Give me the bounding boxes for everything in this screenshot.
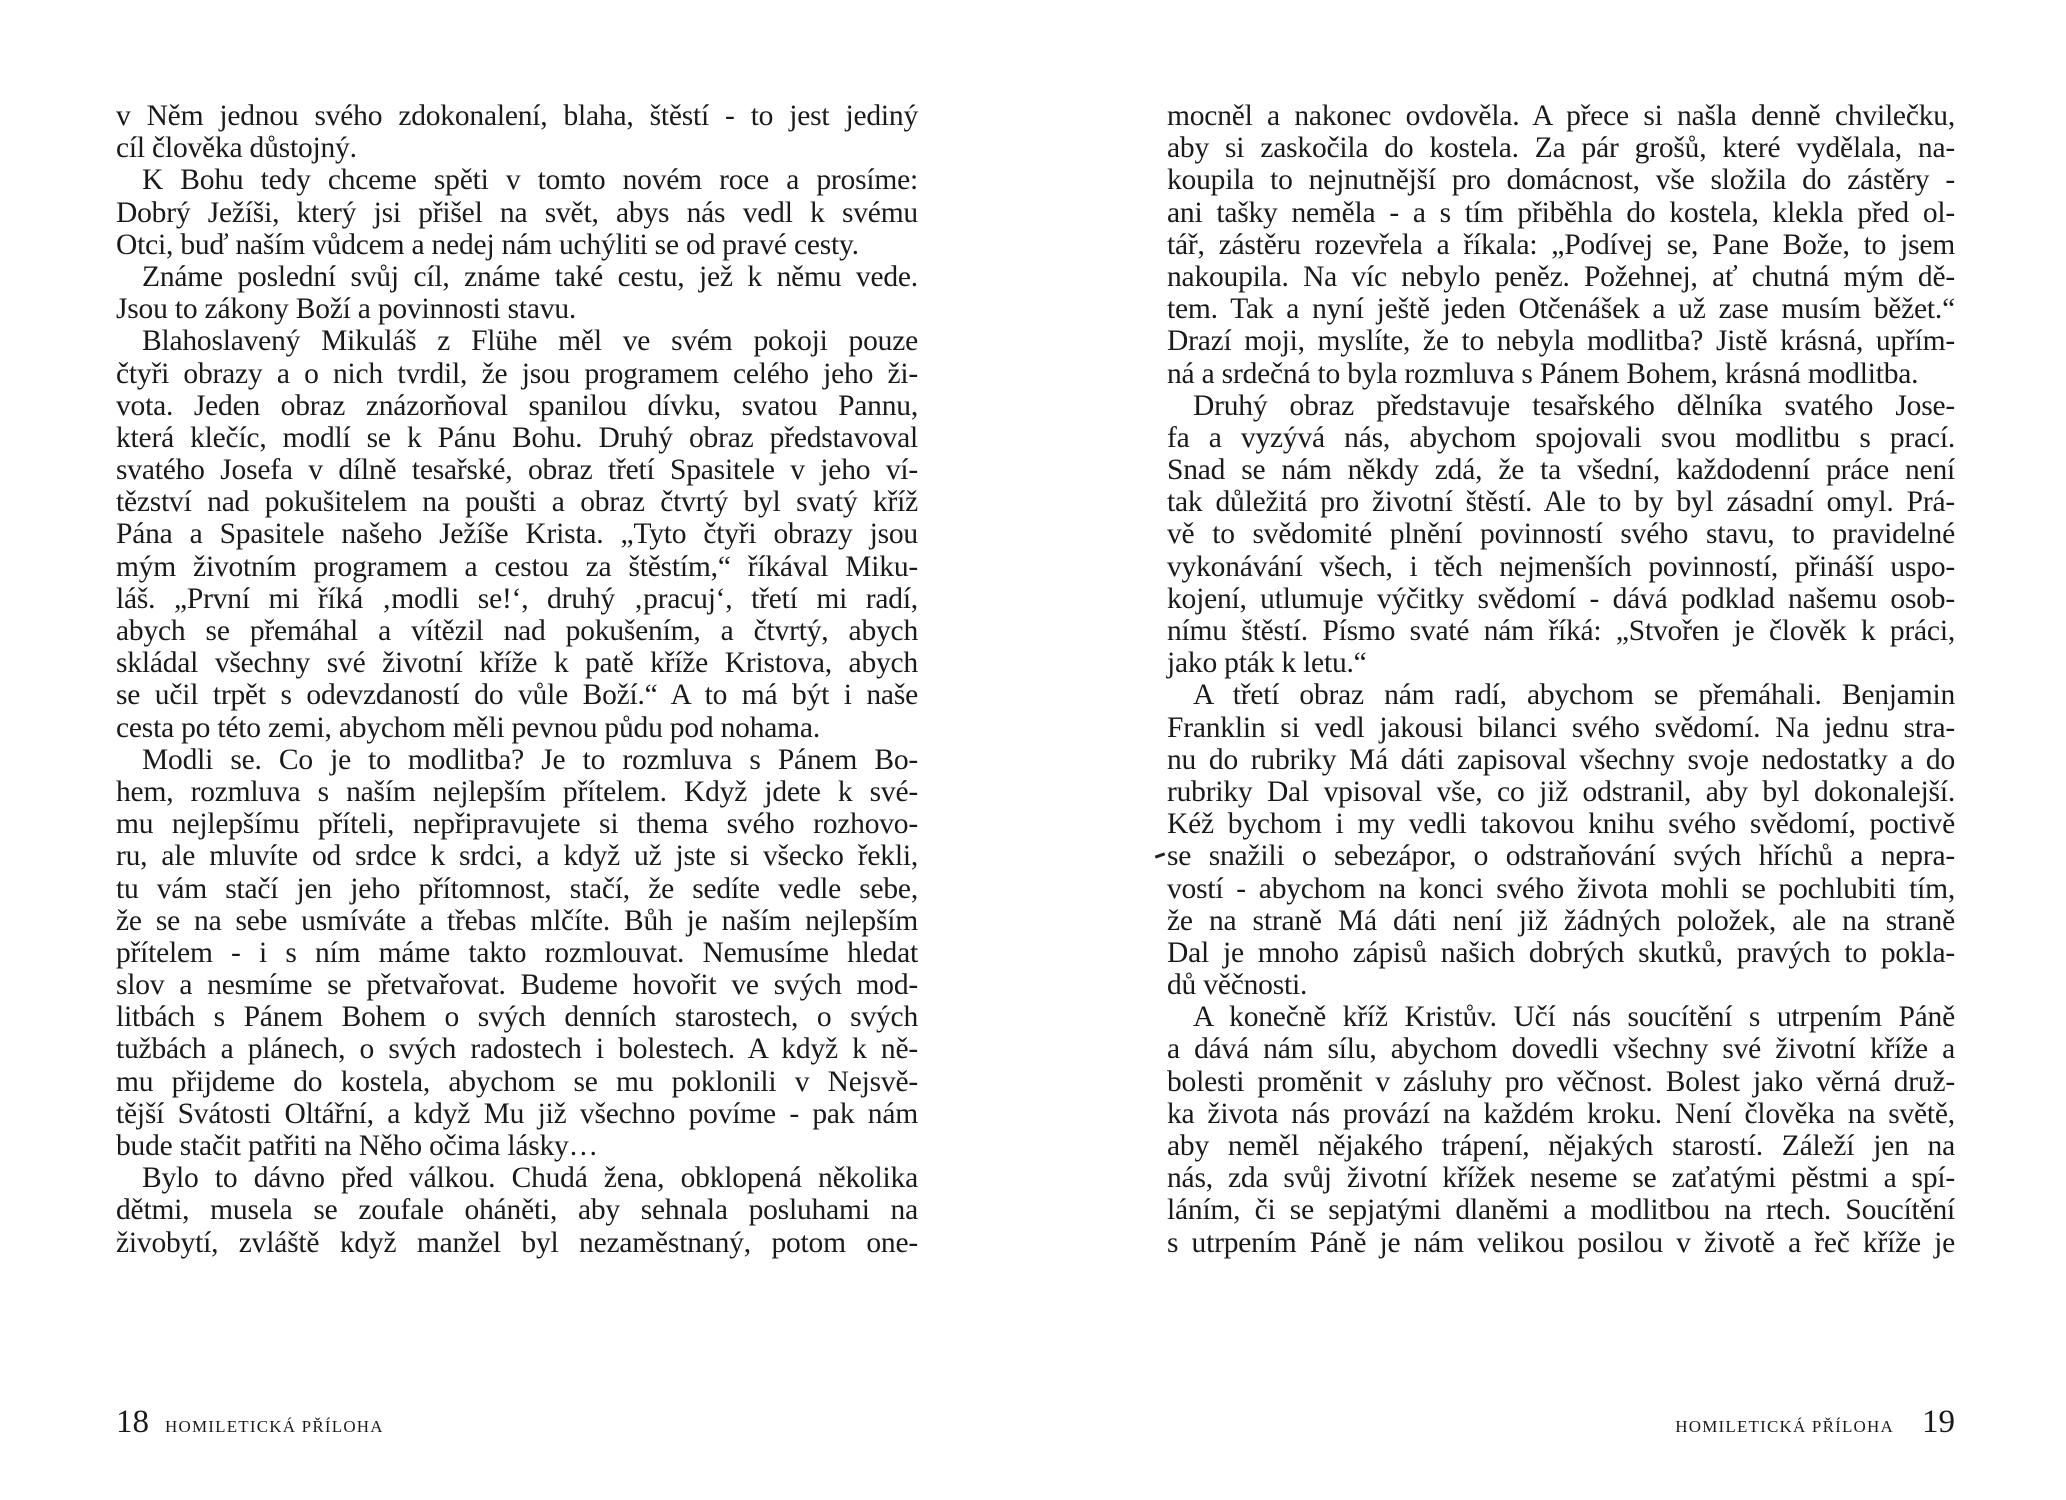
text-line: Franklin si vedl jakousi bilanci svého svědomí. Na jednu stra- <box>1167 711 1955 744</box>
text-line-wrapper <box>116 486 918 518</box>
text-line-wrapper <box>1167 873 1955 905</box>
text-line: ani tašky neměla - a s tím přiběhla do kostela, klekla před ol- <box>1167 196 1955 229</box>
text-line-wrapper <box>116 1066 918 1098</box>
text-line-wrapper <box>1167 1227 1955 1259</box>
text-line: kojení, utlumuje výčitky svědomí - dává podklad našemu osob- <box>1167 582 1955 615</box>
text-line-wrapper <box>1167 325 1955 357</box>
text-line: vykonávání všech, i těch nejmenších povinností, přináší uspo- <box>1167 550 1955 583</box>
text-line-wrapper <box>116 197 918 229</box>
text-line-wrapper <box>1167 1162 1955 1194</box>
right-page-footer <box>1675 1404 1955 1444</box>
text-line: hem, rozmluva s naším nejlepším přítelem. Když jdete k své- <box>116 775 918 808</box>
text-line-wrapper <box>1167 1001 1955 1033</box>
text-line-wrapper <box>1167 840 1955 872</box>
text-line-wrapper <box>116 422 918 454</box>
text-line-wrapper <box>116 390 918 422</box>
paragraph-first-line: Druhý obraz představuje tesařského dělníka svatého Jose- <box>1193 389 1955 422</box>
text-line-wrapper <box>116 679 918 711</box>
text-line: tem. Tak a nyní ještě jeden Otčenášek a už zase musím běžet.“ <box>1167 293 1955 326</box>
text-line-wrapper <box>116 808 918 840</box>
paragraph-first-line: Blahoslavený Mikuláš z Flühe měl ve svém pokoji pouze <box>142 325 918 358</box>
text-line-wrapper <box>116 1162 918 1194</box>
text-line: s utrpením Páně je nám velikou posilou v životě a řeč kříže je <box>1167 1226 1955 1259</box>
text-line-wrapper <box>116 937 918 969</box>
text-line-wrapper <box>1167 1098 1955 1130</box>
text-line: nu do rubriky Má dáti zapisoval všechny svoje nedostatky a do <box>1167 743 1955 776</box>
text-line: svatého Josefa v dílně tesařské, obraz třetí Spasitele v jeho ví- <box>116 454 918 487</box>
text-line-wrapper <box>1167 1194 1955 1226</box>
page-number: 19 <box>1922 1404 1955 1440</box>
text-line: tužbách a plánech, o svých radostech i bolestech. A když k ně- <box>116 1033 918 1066</box>
text-line: nakoupila. Na víc nebylo peněz. Požehnej, ať chutná mým dě- <box>1167 260 1955 293</box>
paragraph-first-line: K Bohu tedy chceme spěti v tomto novém roce a prosíme: <box>142 164 918 197</box>
text-line: dětmi, musela se zoufale oháněti, aby sehnala posluhami na <box>116 1194 918 1227</box>
text-line-wrapper <box>1167 100 1955 132</box>
text-line-wrapper <box>1167 679 1955 711</box>
text-line-wrapper <box>116 615 918 647</box>
page-number: 18 <box>116 1404 149 1440</box>
text-line: cíl člověka důstojný. <box>116 132 357 165</box>
text-line: přítelem - i s ním máme takto rozmlouvat. Nemusíme hledat <box>116 936 918 969</box>
text-line-wrapper <box>116 712 918 744</box>
text-line-wrapper <box>1167 454 1955 486</box>
text-line-wrapper <box>116 325 918 357</box>
text-line: a dává nám sílu, abychom dovedli všechny své životní kříže a <box>1167 1033 1955 1066</box>
text-line: tak důležitá pro životní štěstí. Ale to by byl zásadní omyl. Prá- <box>1167 486 1955 519</box>
text-line-wrapper <box>116 261 918 293</box>
paragraph-first-line: A konečně kříž Kristův. Učí nás soucítění s utrpením Páně <box>1193 1001 1955 1034</box>
text-line: čtyři obrazy a o nich tvrdil, že jsou programem celého jeho ži- <box>116 357 918 390</box>
text-line-wrapper <box>1167 937 1955 969</box>
scan-artifact-mark <box>1155 853 1165 859</box>
text-line: láš. „První mi říká ‚modli se!‘, druhý ‚pracuj‘, třetí mi radí, <box>116 582 918 615</box>
text-line: koupila to nejnutnější pro domácnost, vše složila do zástěry - <box>1167 164 1955 197</box>
text-line: Pána a Spasitele našeho Ježíše Krista. „Tyto čtyři obrazy jsou <box>116 518 918 551</box>
text-line: ná a srdečná to byla rozmluva s Pánem Bohem, krásná modlitba. <box>1167 357 1919 390</box>
text-line: Dal je mnoho zápisů našich dobrých skutků, pravých to pokla- <box>1167 936 1955 969</box>
running-head: HOMILETICKÁ PŘÍLOHA <box>1675 1417 1894 1436</box>
text-line: Otci, buď naším vůdcem a nedej nám uchýliti se od pravé cesty. <box>116 228 859 261</box>
text-line: živobytí, zvláště když manžel byl nezaměstnaný, potom one- <box>116 1226 918 1259</box>
text-line: ru, ale mluvíte od srdce k srdci, a když už jste si všecko řekli, <box>116 840 918 873</box>
text-line-wrapper <box>116 100 918 132</box>
text-line-wrapper <box>1167 293 1955 325</box>
text-line: aby si zaskočila do kostela. Za pár grošů, které vydělala, na- <box>1167 132 1955 165</box>
running-head: HOMILETICKÁ PŘÍLOHA <box>165 1417 384 1436</box>
text-line-wrapper <box>1167 1066 1955 1098</box>
text-line-wrapper <box>1167 647 1955 679</box>
text-line: skládal všechny své životní kříže k patě kříže Kristova, abych <box>116 647 918 680</box>
text-line: tář, zástěru rozevřela a říkala: „Podívej se, Pane Bože, to jsem <box>1167 228 1955 261</box>
text-line-wrapper <box>116 1130 918 1162</box>
text-line-wrapper <box>1167 229 1955 261</box>
text-line: tu vám stačí jen jeho přítomnost, stačí, že sedíte vedle sebe, <box>116 872 918 905</box>
text-line: cesta po této zemi, abychom měli pevnou půdu pod nohama. <box>116 711 820 744</box>
text-line-wrapper <box>116 518 918 550</box>
text-line-wrapper <box>116 1001 918 1033</box>
text-line: bolesti proměnit v zásluhy pro věčnost. Bolest jako věrná druž- <box>1167 1065 1955 1098</box>
text-line-wrapper <box>116 1194 918 1226</box>
paragraph-first-line: Bylo to dávno před válkou. Chudá žena, obklopená několika <box>142 1162 918 1195</box>
text-line: mu nejlepšímu příteli, nepřipravujete si thema svého rozhovo- <box>116 808 918 841</box>
text-line: vostí - abychom na konci svého života mohli se pochlubiti tím, <box>1167 872 1955 905</box>
text-line-wrapper <box>116 358 918 390</box>
text-line-wrapper <box>116 873 918 905</box>
text-line-wrapper <box>1167 583 1955 615</box>
text-line-wrapper <box>1167 905 1955 937</box>
paragraph-first-line: Známe poslední svůj cíl, známe také cestu, jež k němu vede. <box>142 260 918 293</box>
text-line-wrapper <box>116 905 918 937</box>
text-line: abych se přemáhal a vítězil nad pokušením, a čtvrtý, abych <box>116 615 918 647</box>
text-line-wrapper <box>116 969 918 1001</box>
text-line-wrapper <box>116 454 918 486</box>
text-line: tější Svátosti Oltářní, a když Mu již všechno povíme - pak nám <box>116 1097 918 1130</box>
text-line: aby neměl nějakého trápení, nějakých starostí. Záleží jen na <box>1167 1130 1955 1162</box>
text-line-wrapper <box>116 647 918 679</box>
right-page-body-text <box>1167 100 1955 1259</box>
text-line-wrapper <box>1167 1033 1955 1065</box>
text-line-wrapper <box>1167 551 1955 583</box>
text-line: nímu štěstí. Písmo svaté nám říká: „Stvořen je člověk k práci, <box>1167 615 1955 647</box>
text-line-wrapper <box>1167 486 1955 518</box>
text-line: vota. Jeden obraz znázorňoval spanilou dívku, svatou Pannu, <box>116 389 918 422</box>
text-line-wrapper <box>1167 390 1955 422</box>
text-line-wrapper <box>116 840 918 872</box>
text-line-wrapper <box>1167 164 1955 196</box>
text-line-wrapper <box>1167 132 1955 164</box>
text-line-wrapper <box>1167 744 1955 776</box>
text-line-wrapper <box>116 1227 918 1259</box>
left-page-footer <box>116 1404 384 1444</box>
text-line: nás, zda svůj životní křížek neseme se zaťatými pěstmi a spí- <box>1167 1162 1955 1195</box>
text-line: že se na sebe usmíváte a třebas mlčíte. Bůh je naším nejlepším <box>116 904 918 937</box>
text-line-wrapper <box>1167 261 1955 293</box>
text-line-wrapper <box>1167 776 1955 808</box>
text-line: slov a nesmíme se přetvařovat. Budeme hovořit ve svých mod- <box>116 969 918 1002</box>
text-line: Drazí moji, myslíte, že to nebyla modlitba? Jistě krásná, upřím- <box>1167 325 1955 358</box>
paragraph-first-line: A třetí obraz nám radí, abychom se přemáhali. Benjamin <box>1193 679 1955 712</box>
text-line-wrapper <box>1167 422 1955 454</box>
text-line: tězství nad pokušitelem na poušti a obraz čtvrtý byl svatý kříž <box>116 486 918 519</box>
right-page <box>1033 0 2066 1500</box>
text-line-wrapper <box>1167 518 1955 550</box>
text-line: vě to svědomité plnění povinností svého stavu, to pravidelné <box>1167 518 1955 551</box>
text-line: fa a vyzývá nás, abychom spojovali svou modlitbu s prací. <box>1167 421 1955 454</box>
text-line-wrapper <box>116 551 918 583</box>
text-line-wrapper <box>116 1098 918 1130</box>
text-line-wrapper <box>1167 197 1955 229</box>
text-line: mu přijdeme do kostela, abychom se mu poklonili v Nejsvě- <box>116 1065 918 1098</box>
text-line-wrapper <box>1167 615 1955 647</box>
text-line: rubriky Dal vpisoval vše, co již odstranil, aby byl dokonalejší. <box>1167 775 1955 808</box>
text-line-wrapper <box>116 744 918 776</box>
text-line: mým životním programem a cestou za štěstím,“ říkával Miku- <box>116 550 918 583</box>
text-line: Kéž bychom i my vedli takovou knihu svého svědomí, poctivě <box>1167 808 1955 841</box>
text-line-wrapper <box>116 776 918 808</box>
text-line-wrapper <box>1167 1130 1955 1162</box>
text-line: Dobrý Ježíši, který jsi přišel na svět, abys nás vedl k svému <box>116 196 918 229</box>
text-line: ka života nás provází na každém kroku. Není člověka na světě, <box>1167 1097 1955 1130</box>
text-line-wrapper <box>116 229 918 261</box>
text-line: se učil trpět s odevzdaností do vůle Boží.“ A to má být i naše <box>116 679 918 712</box>
text-line-wrapper <box>1167 712 1955 744</box>
left-page-body-text <box>116 100 918 1259</box>
text-line: v Něm jednou svého zdokonalení, blaha, štěstí - to jest jediný <box>116 100 918 132</box>
text-line: dů věčnosti. <box>1167 969 1308 1002</box>
text-line: že na straně Má dáti není již žádných položek, ale na straně <box>1167 904 1955 937</box>
text-line: se snažili o sebezápor, o odstraňování svých hříchů a nepra- <box>1167 840 1955 873</box>
paragraph-first-line: Modli se. Co je to modlitba? Je to rozmluva s Pánem Bo- <box>142 743 918 776</box>
text-line: Jsou to zákony Boží a povinnosti stavu. <box>116 293 577 326</box>
text-line-wrapper <box>1167 969 1955 1001</box>
text-line: litbách s Pánem Bohem o svých denních starostech, o svých <box>116 1001 918 1034</box>
text-line-wrapper <box>116 1033 918 1065</box>
text-line-wrapper <box>1167 358 1955 390</box>
text-line: bude stačit patřiti na Něho očima lásky… <box>116 1130 598 1162</box>
text-line: mocněl a nakonec ovdověla. A přece si našla denně chvilečku, <box>1167 100 1955 132</box>
text-line-wrapper <box>116 293 918 325</box>
text-line: láním, či se sepjatými dlaněmi a modlitbou na rtech. Soucítění <box>1167 1194 1955 1227</box>
text-line: Snad se nám někdy zdá, že ta všední, každodenní práce není <box>1167 454 1955 487</box>
text-line-wrapper <box>1167 808 1955 840</box>
text-line: jako pták k letu.“ <box>1167 647 1367 680</box>
text-line-wrapper <box>116 583 918 615</box>
text-line: která klečíc, modlí se k Pánu Bohu. Druhý obraz představoval <box>116 421 918 454</box>
text-line-wrapper <box>116 132 918 164</box>
text-line-wrapper <box>116 164 918 196</box>
